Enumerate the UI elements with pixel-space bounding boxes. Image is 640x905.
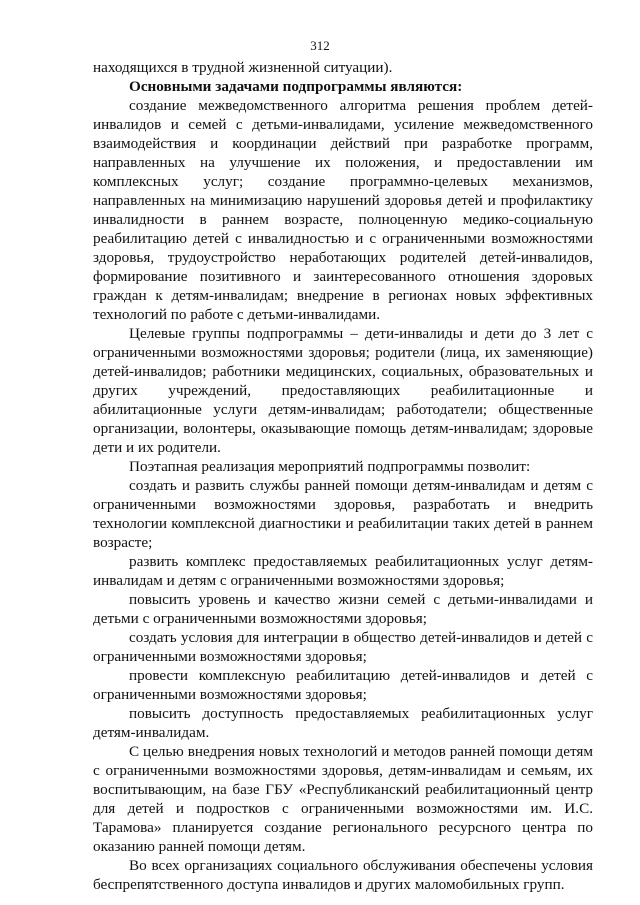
paragraph-continuation: находящихся в трудной жизненной ситуации). xyxy=(93,59,393,76)
list-item-integration: создать условия для интеграции в общество детей-инвалидов и детей с ограниченными возможностями здоровья; xyxy=(93,629,593,665)
document-body xyxy=(93,58,593,894)
paragraph-tasks: создание межведомственного алгоритма решения проблем детей-инвалидов и семей с детьми-инвалидами, усиление межведомственного взаимодействия и координации действий при разработке программ, направленных на улучшение их положения, и предоставлении им комплексных услуг; создание программно-целевых механизмов, направленных на минимизацию нарушений здоровья детей и профилактику инвалидности в раннем возрасте, полноценную медико-социальную реабилитацию детей с инвалидностью и с ограниченными возможностями здоровья, трудоустройство неработающих родителей детей-инвалидов, формирование позитивного и заинтересованного отношения здоровых граждан к детям-инвалидам; внедрение в регионах новых эффективных технологий по работе с детьми-инвалидами. xyxy=(93,97,593,323)
list-item-rehab-complex: развить комплекс предоставляемых реабилитационных услуг детям-инвалидам и детям с ограниченными возможностями здоровья; xyxy=(93,553,593,589)
list-item-quality-of-life: повысить уровень и качество жизни семей с детьми-инвалидами и детьми с ограниченными возможностями здоровья; xyxy=(93,591,593,627)
list-item-accessibility: повысить доступность предоставляемых реабилитационных услуг детям-инвалидам. xyxy=(93,705,593,741)
page-number: 312 xyxy=(310,38,330,53)
paragraph-social-services: Во всех организациях социального обслуживания обеспечены условия беспрепятственного доступа инвалидов и других маломобильных групп. xyxy=(93,857,593,893)
paragraph-resource-center: С целью внедрения новых технологий и методов ранней помощи детям с ограниченными возможностями здоровья, детям-инвалидам и семьям, их воспитывающим, на базе ГБУ «Республиканский реабилитационный центр для детей и подростков с ограниченными возможностями им. И.С. Тарамова» планируется создание регионального ресурсного центра по оказанию ранней помощи детям. xyxy=(93,743,593,855)
section-heading-tasks: Основными задачами подпрограммы являются: xyxy=(129,78,463,95)
paragraph-target-groups: Целевые группы подпрограммы – дети-инвалиды и дети до 3 лет с ограниченными возможностями здоровья; родители (лица, их заменяющие) детей-инвалидов; работники медицинских, социальных, образовательных и других учреждений, предоставляющих реабилитационные и абилитационные услуги детям-инвалидам; работодатели; общественные организации, волонтеры, оказывающие помощь детям-инвалидам; здоровые дети и их родители. xyxy=(93,325,593,456)
list-item-early-help: создать и развить службы ранней помощи детям-инвалидам и детям с ограниченными возможностями здоровья, разработать и внедрить технологии комплексной диагностики и реабилитации таких детей в раннем возрасте; xyxy=(93,477,593,551)
paragraph-implementation-intro: Поэтапная реализация мероприятий подпрограммы позволит: xyxy=(129,458,531,475)
list-item-complex-rehab: провести комплексную реабилитацию детей-инвалидов и детей с ограниченными возможностями здоровья; xyxy=(93,667,593,703)
